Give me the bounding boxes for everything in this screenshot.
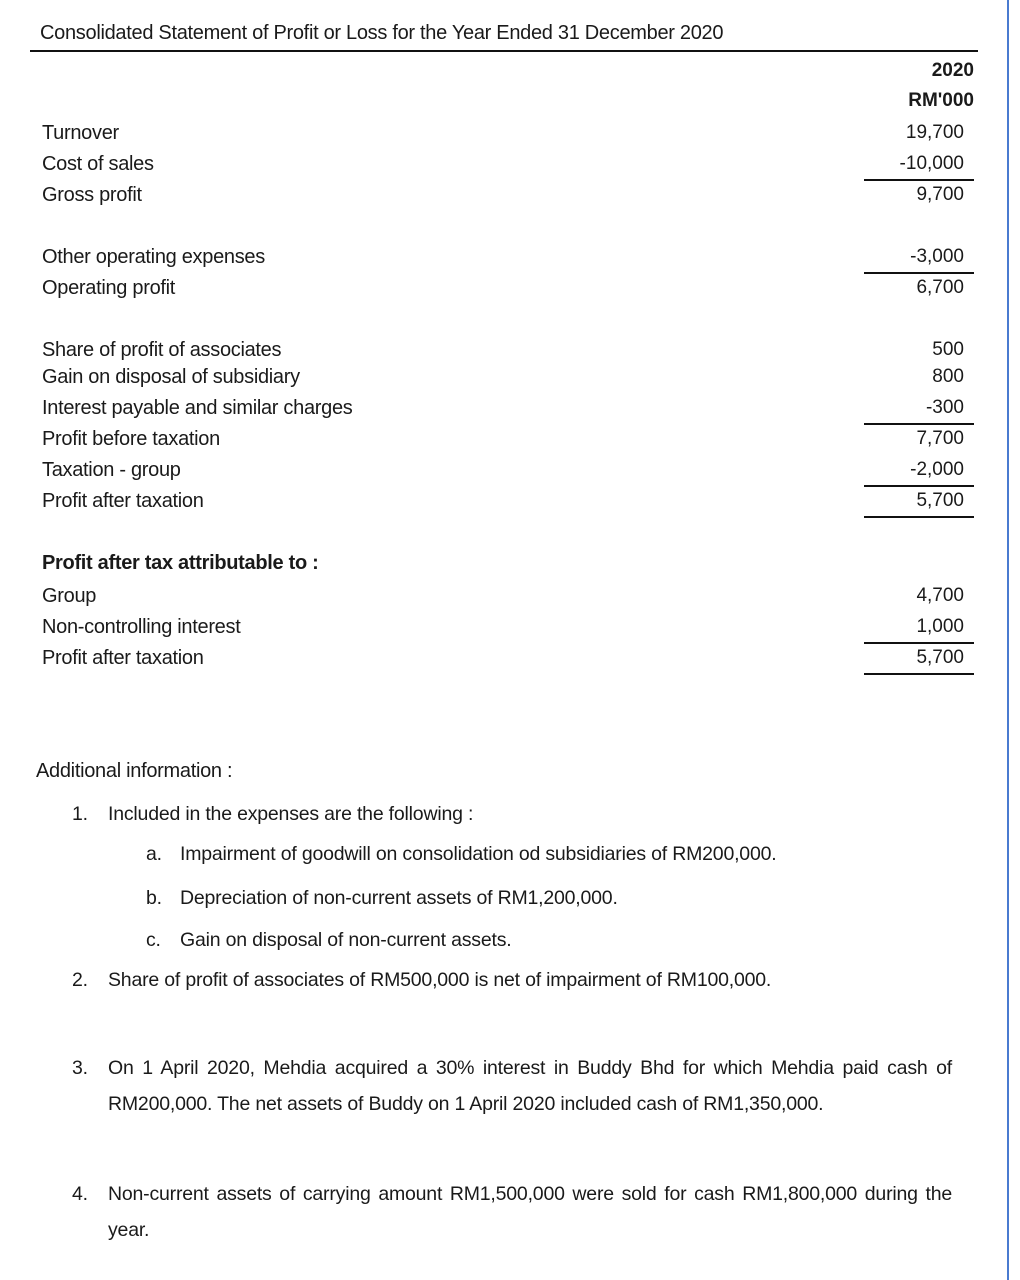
row-value: -2,000 [864,459,974,487]
row-value: -3,000 [864,246,974,274]
note-number: 4. [72,1183,88,1205]
row-label: Cost of sales [42,153,154,175]
subnote-b [146,880,618,916]
subnote-letter: b. [146,887,162,909]
row-label: Operating profit [42,277,176,299]
note-2 [72,962,952,1042]
note-text: On 1 April 2020, Mehdia acquired a 30% interest in Buddy Bhd for which Mehdia paid cash of RM200,000. The net assets of Buddy on 1 April 2020 included cash of RM1,350,000. [108,1057,952,1115]
note-1 [72,796,952,832]
column-unit: RM'000 [908,90,974,111]
row-value: 7,700 [916,428,964,449]
title-rule [30,50,978,52]
row-label: Share of profit of associates [42,339,282,361]
row-taxation-group [42,457,974,488]
row-value: 6,700 [916,277,964,298]
row-label: Non-controlling interest [42,616,241,638]
row-value: 19,700 [905,122,964,143]
row-label: Other operating expenses [42,246,265,268]
subnote-text: Gain on disposal of non-current assets. [180,929,512,951]
subnote-a [146,836,776,872]
note-text: Share of profit of associates of RM500,000 is net of impairment of RM100,000. [108,969,772,991]
row-label: Profit after tax attributable to : [42,552,319,574]
statement-title: Consolidated Statement of Profit or Loss for the Year Ended 31 December 2020 [40,22,724,44]
row-label: Profit before taxation [42,428,220,450]
row-value: -300 [864,397,974,425]
row-label: Profit after taxation [42,490,204,512]
row-label: Gross profit [42,184,142,206]
row-label: Profit after taxation [42,647,204,669]
row-value: 800 [932,366,964,387]
note-number: 3. [72,1057,88,1079]
row-cost-of-sales [42,151,974,182]
row-value: -10,000 [864,153,974,181]
note-text: Included in the expenses are the following : [108,803,474,825]
row-label: Group [42,585,97,607]
additional-info-heading: Additional information : [36,760,233,782]
row-profit-after-tax [42,488,974,519]
row-attributable-heading [42,550,974,581]
subnote-letter: a. [146,843,162,865]
subnote-letter: c. [146,929,161,951]
row-operating-profit [42,275,974,306]
row-interest-payable [42,395,974,426]
row-value: 1,000 [864,616,974,644]
subnote-text: Impairment of goodwill on consolidation od subsidiaries of RM200,000. [180,843,777,865]
row-profit-before-tax [42,426,974,457]
note-number: 1. [72,803,88,825]
note-number: 2. [72,969,88,991]
note-3 [72,1050,952,1170]
row-non-controlling-interest [42,614,974,645]
row-label: Interest payable and similar charges [42,397,353,419]
row-label: Taxation - group [42,459,181,481]
row-other-operating-expenses [42,244,974,275]
column-year: 2020 [931,60,974,81]
row-label: Turnover [42,122,119,144]
row-group [42,583,974,614]
row-gross-profit [42,182,974,213]
note-text: Non-current assets of carrying amount RM1,500,000 were sold for cash RM1,800,000 during the year. [108,1183,952,1241]
subnote-c [146,922,511,958]
row-value: 5,700 [864,490,974,518]
subnote-text: Depreciation of non-current assets of RM1,200,000. [180,887,618,909]
row-value: 500 [932,339,964,360]
row-value: 9,700 [916,184,964,205]
row-label: Gain on disposal of subsidiary [42,366,300,388]
row-value: 5,700 [864,647,974,675]
row-turnover [42,120,974,151]
row-profit-after-tax-total [42,645,974,676]
page-right-border [1007,0,1009,1280]
row-gain-on-disposal [42,364,974,395]
row-value: 4,700 [916,585,964,606]
note-4 [72,1176,952,1256]
